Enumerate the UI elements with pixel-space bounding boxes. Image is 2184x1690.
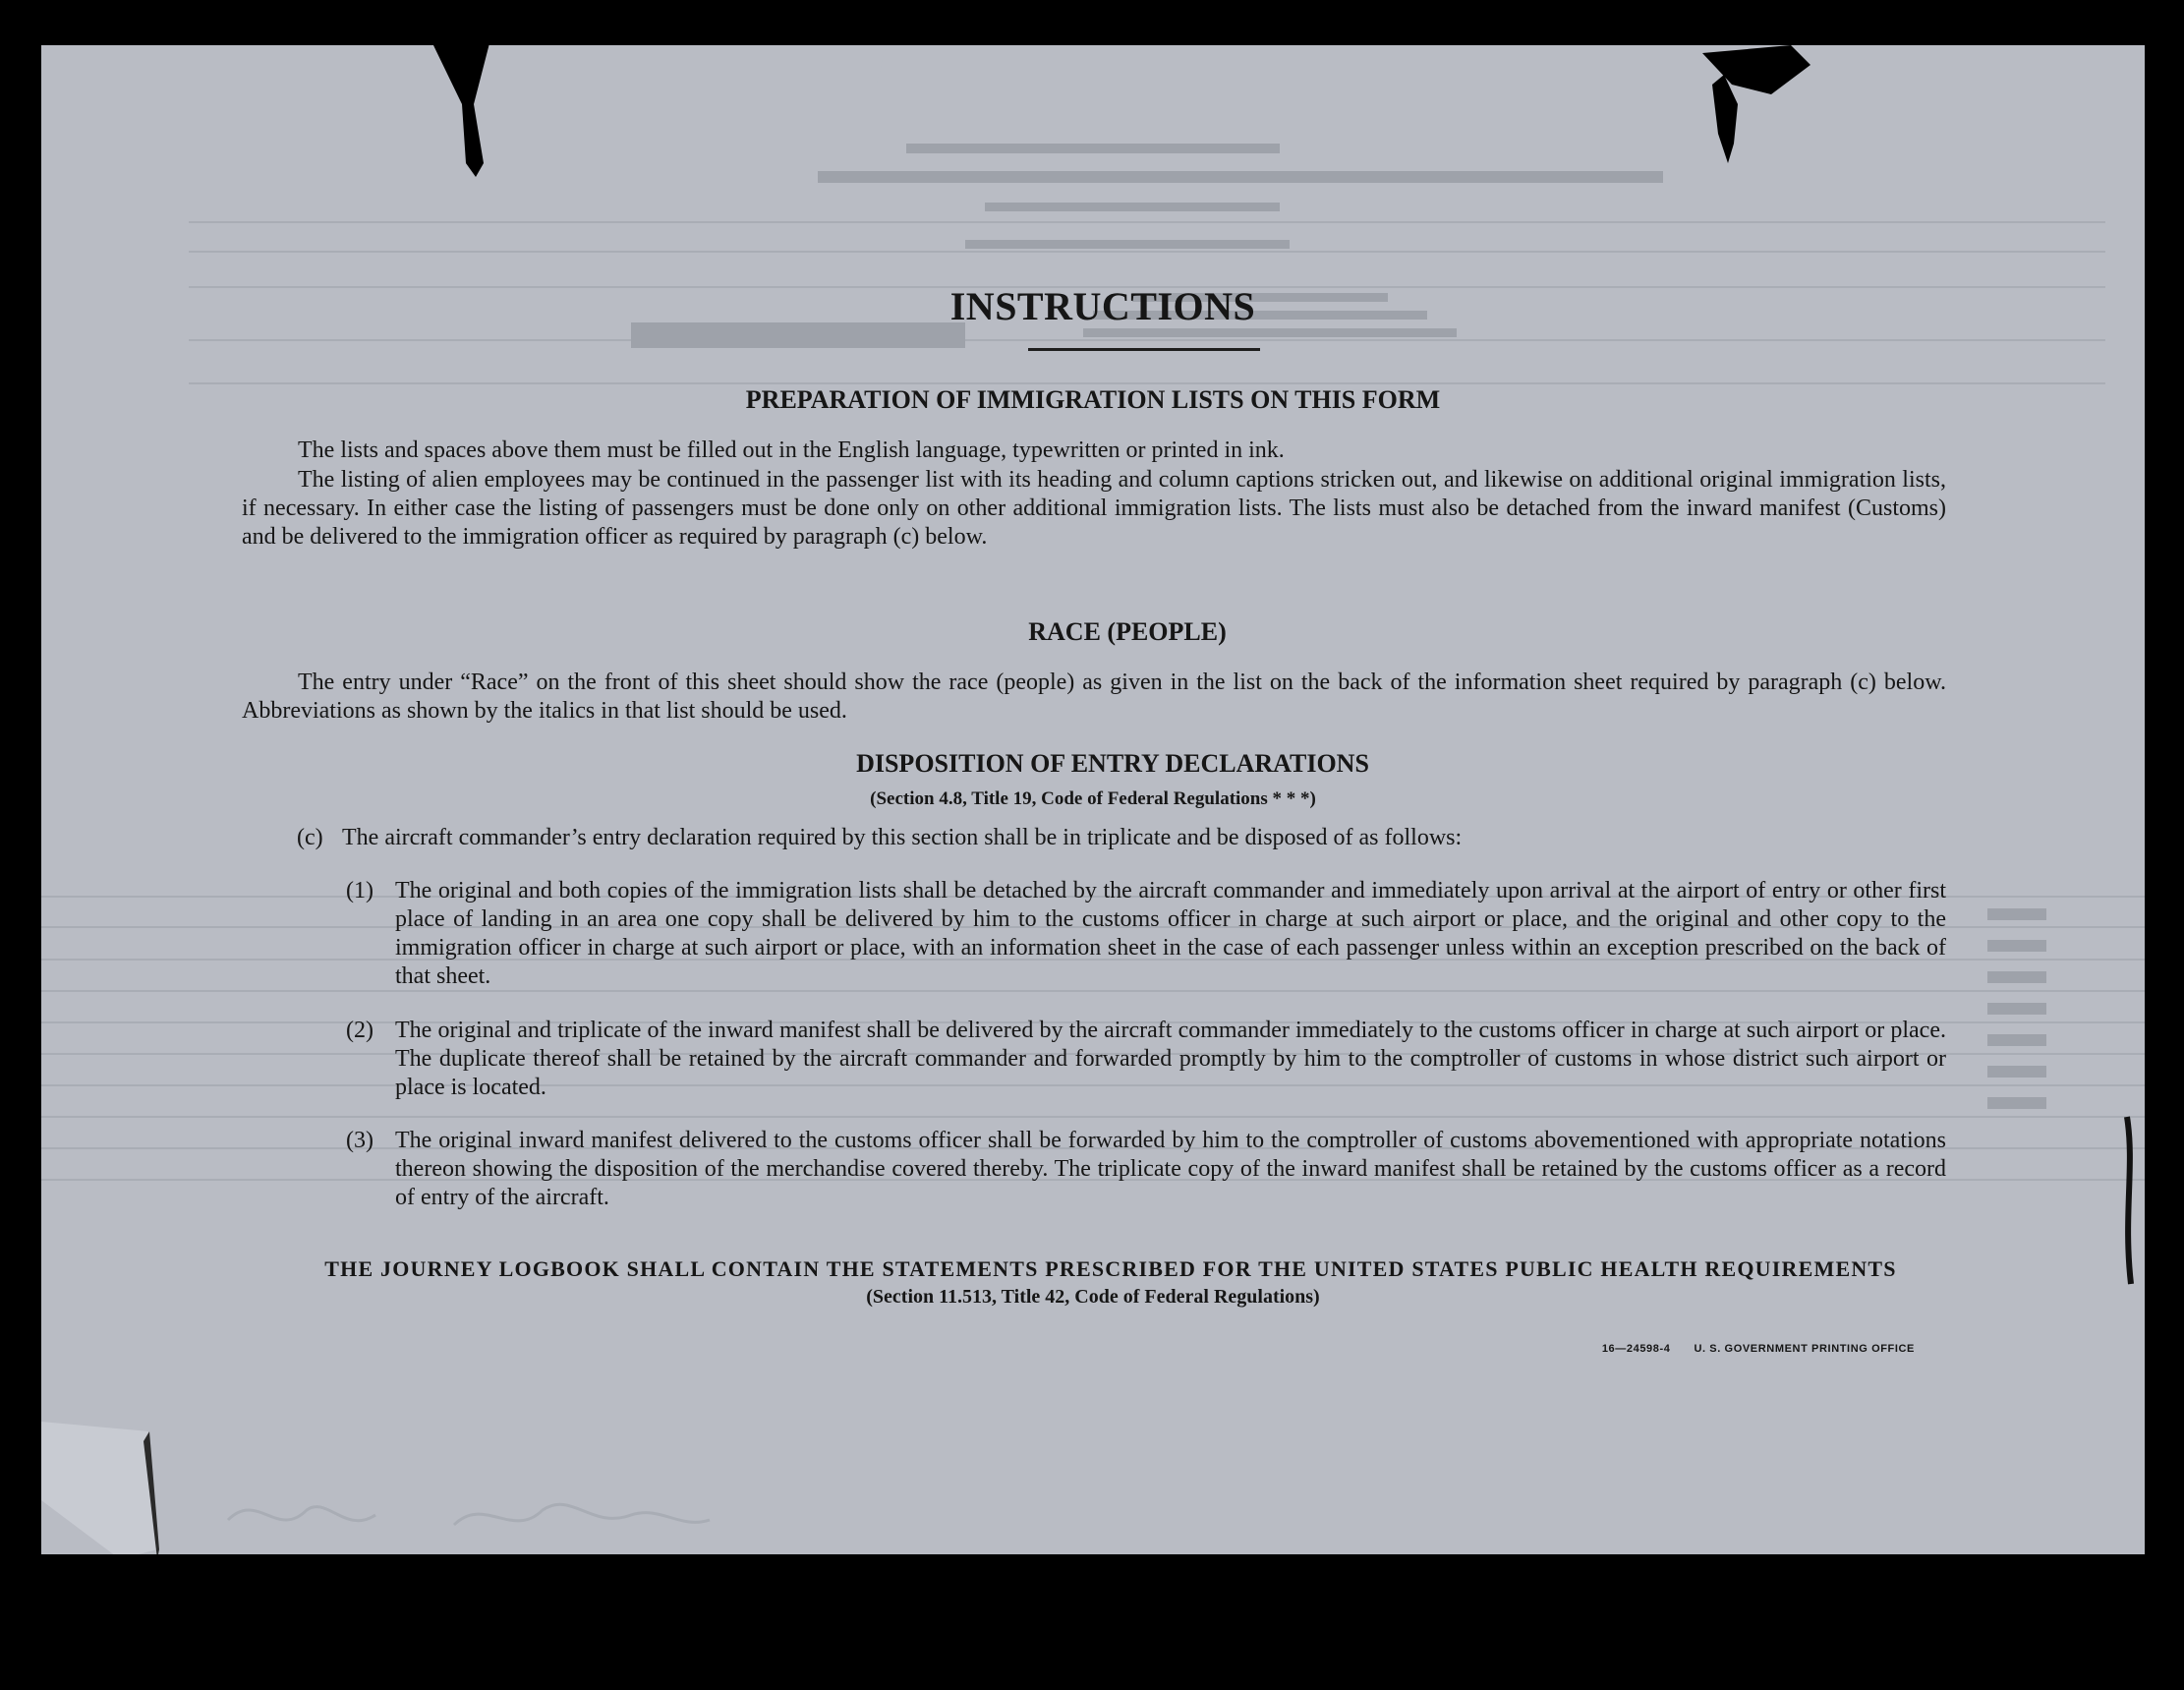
footer-citation: (Section 11.513, Title 42, Code of Federal Regulations) [866,1286,1320,1308]
clause-3-text: The original inward manifest delivered to the customs officer shall be forwarded by him to the comptroller of customs abovementioned with appropriate notations thereon showing the disposition of the merchandise covered thereby. The triplicate copy of the inward manifest shall be retained by the customs officer as a record of entry of the aircraft. [395,1128,1946,1210]
clause-1-number: (1) [346,878,374,903]
footer-statement: THE JOURNEY LOGBOOK SHALL CONTAIN THE STATEMENTS PRESCRIBED FOR THE UNITED STATES PUBLIC HEALTH REQUIREMENTS [324,1256,1897,1281]
clause-c-marker: (c) [297,825,323,850]
form-number: 16—24598-4 [1601,1343,1671,1355]
section-heading-preparation: PREPARATION OF IMMIGRATION LISTS ON THIS FORM [745,385,1441,414]
faint-signature [218,1481,729,1549]
clause-3-number: (3) [346,1128,374,1153]
page-title: INSTRUCTIONS [949,284,1256,328]
disposition-intro: The aircraft commander’s entry declaration required by this section shall be in triplicate and be disposed of as follows: [342,825,1463,850]
printer-imprint [1602,1343,1915,1355]
clause-1-text: The original and both copies of the immigration lists shall be detached by the aircraft commander and immediately upon arrival at the airport of entry or other first place of landing in an area one copy shall be delivered by him to the customs officer in charge at such airport or place, and the original and other copy to the immigration officer in charge at such airport or place, with an information sheet in the case of each passenger unless within an exception prescribed on the back of that sheet. [395,878,1946,989]
clause-2-number: (2) [346,1018,374,1043]
preparation-paragraph-2: The listing of alien employees may be continued in the passenger list with its heading and column captions stricken out, and likewise on additional original immigration lists, if necessary. In either case the listing of passengers must be done only on other additional immigration lists. The lists must also be detached from the inward manifest (Customs) and be delivered to the immigration officer as required by paragraph (c) below. [242,467,1946,550]
printer-name: U. S. GOVERNMENT PRINTING OFFICE [1694,1343,1915,1355]
section-heading-disposition: DISPOSITION OF ENTRY DECLARATIONS [856,749,1369,778]
preparation-paragraph-1: The lists and spaces above them must be filled out in the English language, typewritten or printed in ink. [298,437,1285,463]
disposition-citation: (Section 4.8, Title 19, Code of Federal Regulations * * *) [870,788,1316,809]
instructions-content [41,45,2145,1554]
document-sheet [41,45,2145,1554]
clause-2-text: The original and triplicate of the inward manifest shall be delivered by the aircraft commander immediately to the customs officer in charge at such airport or place. The duplicate thereof shall be retained by the aircraft commander and forwarded promptly by him to the comptroller of customs in whose district such airport or place is located. [395,1018,1946,1100]
title-underline [1028,348,1260,351]
section-heading-race: RACE (PEOPLE) [1028,617,1227,646]
race-paragraph: The entry under “Race” on the front of this sheet should show the race (people) as given in the list on the back of the information sheet required by paragraph (c) below. Abbreviations as shown by the italics in that list should be used. [242,670,1946,724]
